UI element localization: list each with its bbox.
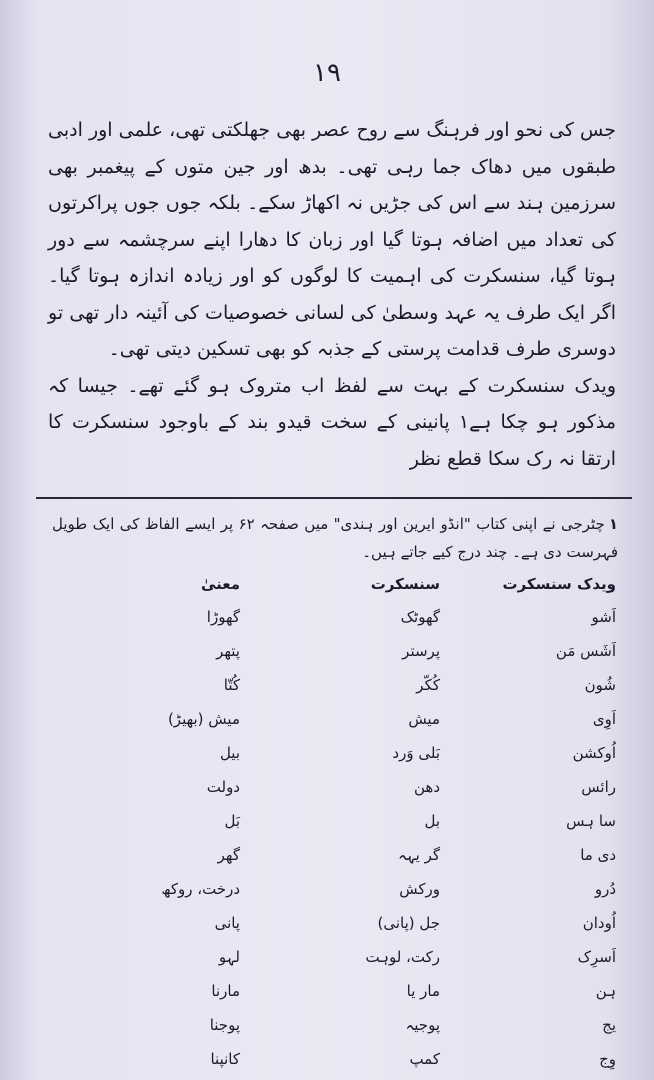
table-row xyxy=(60,600,616,634)
meaning-word: مارنا xyxy=(211,982,240,1000)
vedic-word: سا ہس xyxy=(566,812,616,830)
meaning-word: پوجنا xyxy=(209,1016,240,1034)
footnote xyxy=(52,510,618,566)
vedic-word: رائس xyxy=(581,778,616,796)
word-table xyxy=(60,568,616,1076)
footnote-marker: ۱ xyxy=(608,515,618,533)
meaning-word: گھر xyxy=(217,846,240,864)
vedic-word: ہن xyxy=(595,982,616,1000)
table-row xyxy=(60,974,616,1008)
sanskrit-word: کُکّر xyxy=(416,676,440,694)
sanskrit-word: ورکش xyxy=(399,880,440,898)
table-row xyxy=(60,1042,616,1076)
sanskrit-word: دھن xyxy=(413,778,440,796)
meaning-word: میش (بھیڑ) xyxy=(167,710,240,728)
table-header-row xyxy=(60,568,616,600)
table-row xyxy=(60,736,616,770)
footnote-text: چٹرجی نے اپنی کتاب "انڈو ایرین اور ہندی" میں صفحہ ۶۲ پر ایسے الفاظ کی ایک طویل فہرست دی ہے۔ چند درج کیے جاتے ہیں۔ xyxy=(52,515,618,561)
table-body xyxy=(60,600,616,1076)
sanskrit-word: بَلی وَرد xyxy=(392,744,440,762)
sanskrit-word: پرستر xyxy=(402,642,440,660)
meaning-word: پانی xyxy=(214,914,240,932)
header-meaning: معنیٰ xyxy=(200,575,240,593)
sanskrit-word: کمپ xyxy=(409,1050,440,1068)
vedic-word: یج xyxy=(602,1016,616,1034)
sanskrit-word: مار یا xyxy=(406,982,440,1000)
vedic-word: اَشو xyxy=(591,608,616,626)
meaning-word: لہو xyxy=(218,948,240,966)
meaning-word: درخت، روکھ xyxy=(161,880,240,898)
table-row xyxy=(60,940,616,974)
sanskrit-word: گھوٹک xyxy=(400,608,440,626)
table-row xyxy=(60,906,616,940)
sanskrit-word: گر یہہ xyxy=(398,846,440,864)
vedic-word: دُرو xyxy=(594,880,616,898)
vedic-word: شُون xyxy=(584,676,616,694)
vedic-word: اُودان xyxy=(582,914,616,932)
vedic-word: وِج xyxy=(599,1050,616,1068)
table-row xyxy=(60,838,616,872)
meaning-word: دولت xyxy=(206,778,240,796)
header-vedic-sanskrit: ویدک سنسکرت xyxy=(502,575,616,593)
vedic-word: اَسرِک xyxy=(577,948,616,966)
header-sanskrit: سنسکرت xyxy=(370,575,440,593)
paragraph-2: ویدک سنسکرت کے بہت سے لفظ اب متروک ہو گئے تھے۔ جیسا کہ مذکور ہو چکا ہے۱ پانینی کے سخت قیدو بند کے باوجود سنسکرت کا ارتقا نہ رک سکا قطع نظر xyxy=(48,374,616,470)
meaning-word: بیل xyxy=(219,744,240,762)
meaning-word: پتھر xyxy=(216,642,240,660)
sanskrit-word: جل (پانی) xyxy=(377,914,440,932)
meaning-word: گھوڑا xyxy=(206,608,240,626)
paragraph-1: جس کی نحو اور فرہنگ سے روح عصر بھی جھلکتی تھی، علمی اور ادبی طبقوں میں دھاک جما رہی تھی۔ بدھ اور جین متوں کے پیغمبر بھی سرزمین ہند سے اس کی جڑیں نہ اکھاڑ سکے۔ بلکہ جوں جوں پراکرتوں کی تعداد میں اضافہ ہوتا گیا اور زبان کا دھارا اپنے سرچشمہ سے دور ہوتا گیا، سنسکرت کی اہمیت کا لوگوں کو اور زیادہ اندازہ ہوتا گیا۔ اگر ایک طرف یہ عہد وسطیٰ کی لسانی خصوصیات کی آئینہ دار تھی تو دوسری طرف قدامت پرستی کے جذبہ کو بھی تسکین دیتی تھی۔ xyxy=(48,119,616,360)
vedic-word: اَشَس مَن xyxy=(555,642,616,660)
vedic-word: اَوِی xyxy=(592,710,616,728)
main-text xyxy=(48,112,616,477)
table-row xyxy=(60,872,616,906)
vedic-word: دی ما xyxy=(580,846,616,864)
footnote-separator xyxy=(36,497,632,499)
sanskrit-word: رکت، لوہت xyxy=(365,948,440,966)
meaning-word: بَل xyxy=(224,812,240,830)
meaning-word: کانپنا xyxy=(210,1050,240,1068)
page-number: ۱۹ xyxy=(313,58,341,88)
vedic-word: اُوکشن xyxy=(572,744,616,762)
table-row xyxy=(60,702,616,736)
sanskrit-word: میش xyxy=(408,710,440,728)
table-row xyxy=(60,668,616,702)
meaning-word: کُتّا xyxy=(223,676,240,694)
table-row xyxy=(60,1008,616,1042)
table-row xyxy=(60,804,616,838)
sanskrit-word: بل xyxy=(424,812,440,830)
sanskrit-word: پوجیہ xyxy=(405,1016,440,1034)
table-row xyxy=(60,634,616,668)
table-row xyxy=(60,770,616,804)
